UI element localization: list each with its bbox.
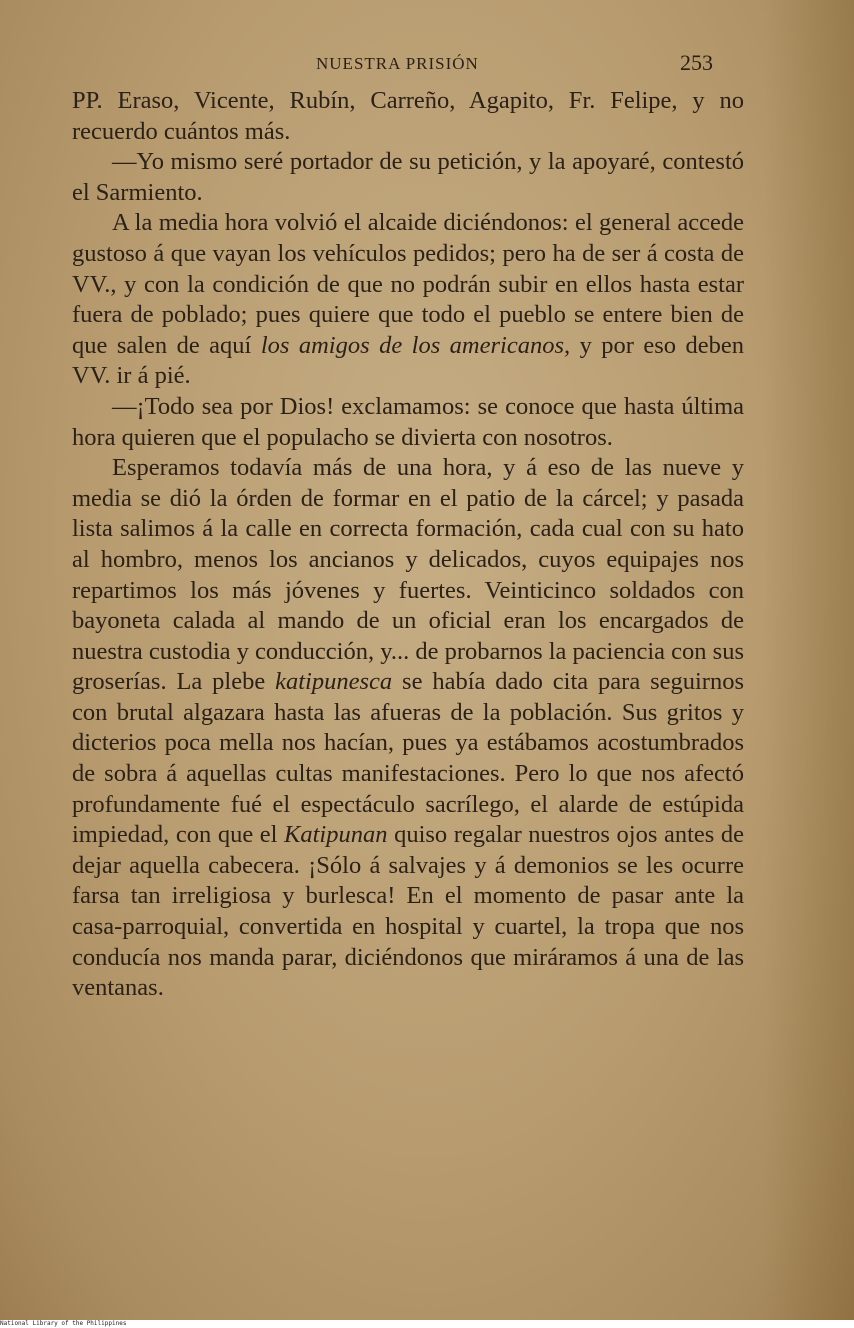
text-segment: —¡Todo sea por Dios! exclamamos: se conoce que hasta última hora quieren que el populacho se divierta con nosotros. xyxy=(72,392,744,451)
paragraph-3 xyxy=(72,208,744,392)
text-segment: —Yo mismo seré portador de su petición, y la apoyaré, contestó el Sarmiento. xyxy=(72,148,744,206)
running-head: NUESTRA PRISIÓN xyxy=(316,54,479,73)
text-segment: Esperamos todavía más de una hora, y á eso de las nueve y media se dió la órden de formar en el patio de la cárcel; y pasada lista salimos á la calle en correcta formación, cada cual con su hato al hombro, menos los ancianos y delicados, cuyos equipajes nos repartimos los más jóvenes y fuertes. Veinticinco soldados con bayoneta calada al mando de un oficial eran los encargados de nuestra custodia y conducción, y... de probarnos la paciencia con sus groserías. La plebe xyxy=(72,454,744,696)
text-segment: quiso regalar nuestros ojos antes de dejar aquella cabecera. ¡Sólo á salvajes y á demonios se les ocurre farsa tan irreligiosa y burlesca! En el momento de pasar ante la casa-parroquial, convertida en hospital y cuartel, la tropa que nos conducía nos manda parar, diciéndonos que miráramos á una de las ventanas. xyxy=(72,821,744,1002)
paragraph-1 xyxy=(72,86,744,147)
italic-phrase: Katipunan xyxy=(284,821,388,849)
library-credit: National Library of the Philippines xyxy=(0,1320,854,1328)
text-segment: A la media hora volvió el alcaide diciéndonos: el general accede gustoso á que vayan los vehículos pedidos; pero ha de ser á costa de VV., y con la condición de que no podrán subir en ellos hasta estar fuera de poblado; pues quiere que todo el pueblo se entere bien de que salen de aquí xyxy=(72,209,744,359)
body-text xyxy=(72,86,744,1004)
italic-phrase: katipunesca xyxy=(275,668,393,696)
page-header xyxy=(0,50,854,80)
paragraph-4 xyxy=(72,392,744,453)
text-segment: PP. Eraso, Vicente, Rubín, Carreño, Agapito, Fr. Felipe, y no recuerdo cuántos más. xyxy=(72,87,744,145)
paragraph-5 xyxy=(72,453,744,1004)
text-segment: y por eso deben VV. ir á pié. xyxy=(72,331,744,390)
italic-phrase: los amigos de los americanos, xyxy=(260,331,571,359)
paragraph-2 xyxy=(72,147,744,208)
text-segment: se había dado cita para seguirnos con brutal algazara hasta las afueras de la población. Sus gritos y dicterios poca mella nos hacían, pues ya estábamos acostumbrados de sobra á aquellas cultas manifestaciones. Pero lo que nos afectó profundamente fué el espectáculo sacrílego, el alarde de estúpida impiedad, con que el xyxy=(72,668,744,849)
page-number: 253 xyxy=(680,50,713,75)
